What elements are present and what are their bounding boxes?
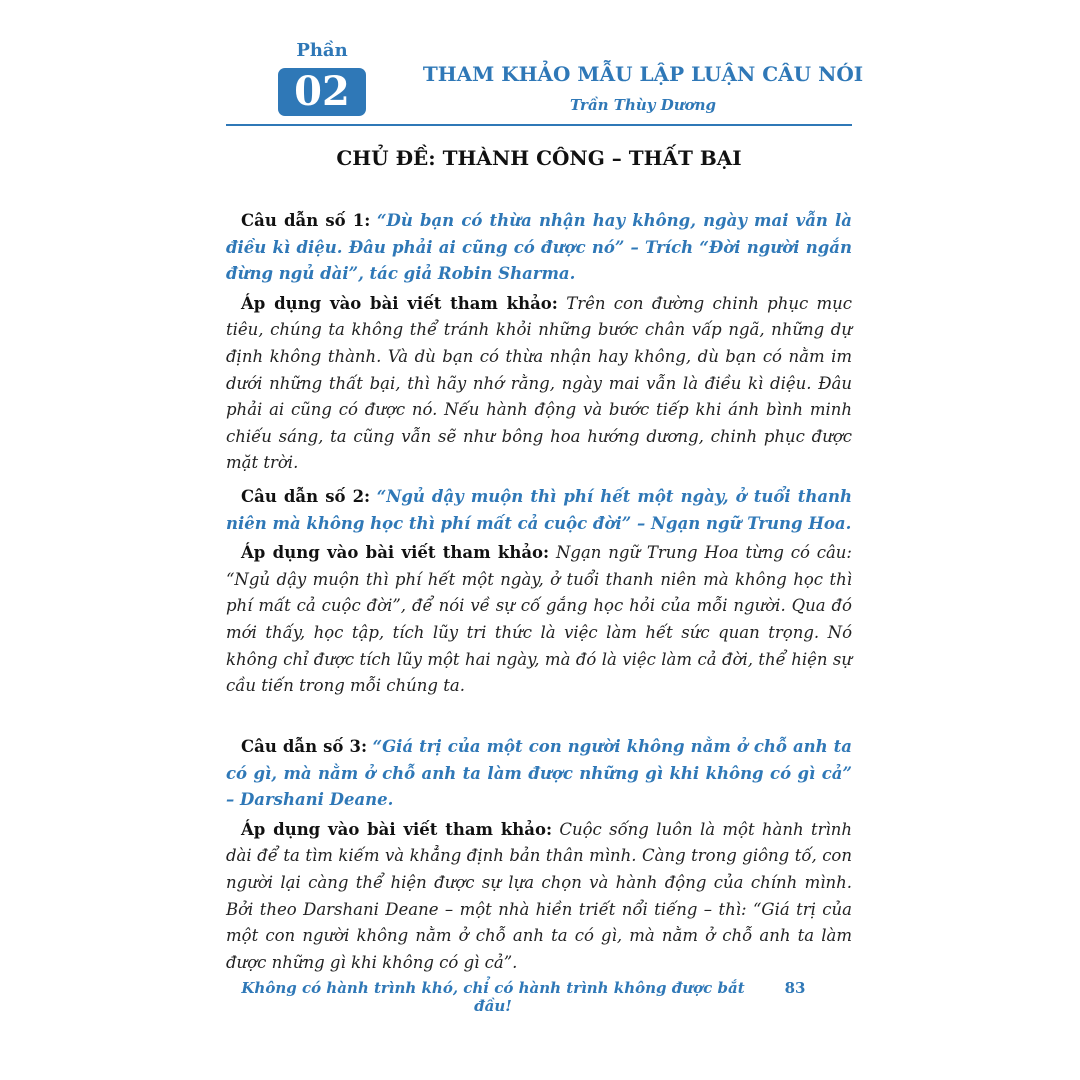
- quote-paragraph: [226, 734, 852, 814]
- quote-lead-label: Câu dẫn số 2:: [241, 487, 371, 506]
- quote-section-1: [226, 208, 852, 477]
- footer-slogan: Không có hành trình khó, chỉ có hành trình không được bắt đầu!: [241, 979, 745, 1015]
- part-label: Phần: [296, 40, 348, 61]
- chapter-author: Trần Thùy Dương: [569, 96, 717, 114]
- application-paragraph: [226, 540, 852, 700]
- application-label: Áp dụng vào bài viết tham khảo:: [241, 543, 550, 563]
- application-label: Áp dụng vào bài viết tham khảo:: [241, 819, 553, 839]
- application-label: Áp dụng vào bài viết tham khảo:: [241, 293, 558, 313]
- application-text: Trên con đường chinh phục mục tiêu, chúng ta không thể tránh khỏi những bước chân vấp ngã, những dự định không thành. Và dù bạn có thừa nhận hay không, dù bạn có nằm im dưới những thất bại, thì hãy nhớ rằng, ngày mai vẫn là điều kì diệu. Đâu phải ai cũng có được nó. Nếu hành động và bước tiếp khi ánh bình minh chiếu sáng, ta cũng vẫn sẽ như bông hoa hướng dương, chinh phục được mặt trời.: [226, 293, 852, 473]
- quote-text: “Ngủ dậy muộn thì phí hết một ngày, ở tuổi thanh niên mà không học thì phí mất cả cuộc đời” – Ngạn ngữ Trung Hoa.: [226, 487, 852, 533]
- header-divider: [226, 124, 852, 126]
- quote-lead-label: Câu dẫn số 3:: [241, 737, 368, 756]
- quote-section-2: [226, 484, 852, 700]
- application-paragraph: [226, 817, 852, 977]
- quote-paragraph: [226, 208, 852, 288]
- page-number: 83: [784, 979, 806, 997]
- quote-text: “Dù bạn có thừa nhận hay không, ngày mai vẫn là điều kì diệu. Đâu phải ai cũng có được nó” – Trích “Đời người ngắn đừng ngủ dài”, tác giả Robin Sharma.: [226, 211, 852, 284]
- topic-title: CHỦ ĐỀ: THÀNH CÔNG – THẤT BẠI: [336, 146, 742, 170]
- application-paragraph: [226, 291, 852, 477]
- application-text: Ngạn ngữ Trung Hoa từng có câu: “Ngủ dậy muộn thì phí hết một ngày, ở tuổi thanh niên mà không học thì phí mất cả cuộc đời”, để nói về sự cố gắng học hỏi của mỗi người. Qua đó mới thấy, học tập, tích lũy tri thức là việc làm hết sức quan trọng. Nó không chỉ được tích lũy một hai ngày, mà đó là việc làm cả đời, thể hiện sự cầu tiến trong mỗi chúng ta.: [226, 543, 852, 696]
- chapter-title: THAM KHẢO MẪU LẬP LUẬN CÂU NÓI: [422, 62, 864, 86]
- quote-section-3: [226, 734, 852, 976]
- part-number-badge: 02: [278, 68, 366, 116]
- quote-paragraph: [226, 484, 852, 537]
- application-text: Cuộc sống luôn là một hành trình dài để ta tìm kiếm và khẳng định bản thân mình. Càng trong giông tố, con người lại càng thể hiện được sự lựa chọn và hành động của chính mình. Bởi theo Darshani Deane – một nhà hiền triết nổi tiếng – thì: “Giá trị của một con người không nằm ở chỗ anh ta có gì, mà nằm ở chỗ anh ta làm được những gì khi không có gì cả”.: [226, 819, 853, 972]
- quote-lead-label: Câu dẫn số 1:: [241, 211, 371, 230]
- quote-text: “Giá trị của một con người không nằm ở chỗ anh ta có gì, mà nằm ở chỗ anh ta làm được những gì khi không có gì cả” – Darshani Deane.: [226, 737, 852, 810]
